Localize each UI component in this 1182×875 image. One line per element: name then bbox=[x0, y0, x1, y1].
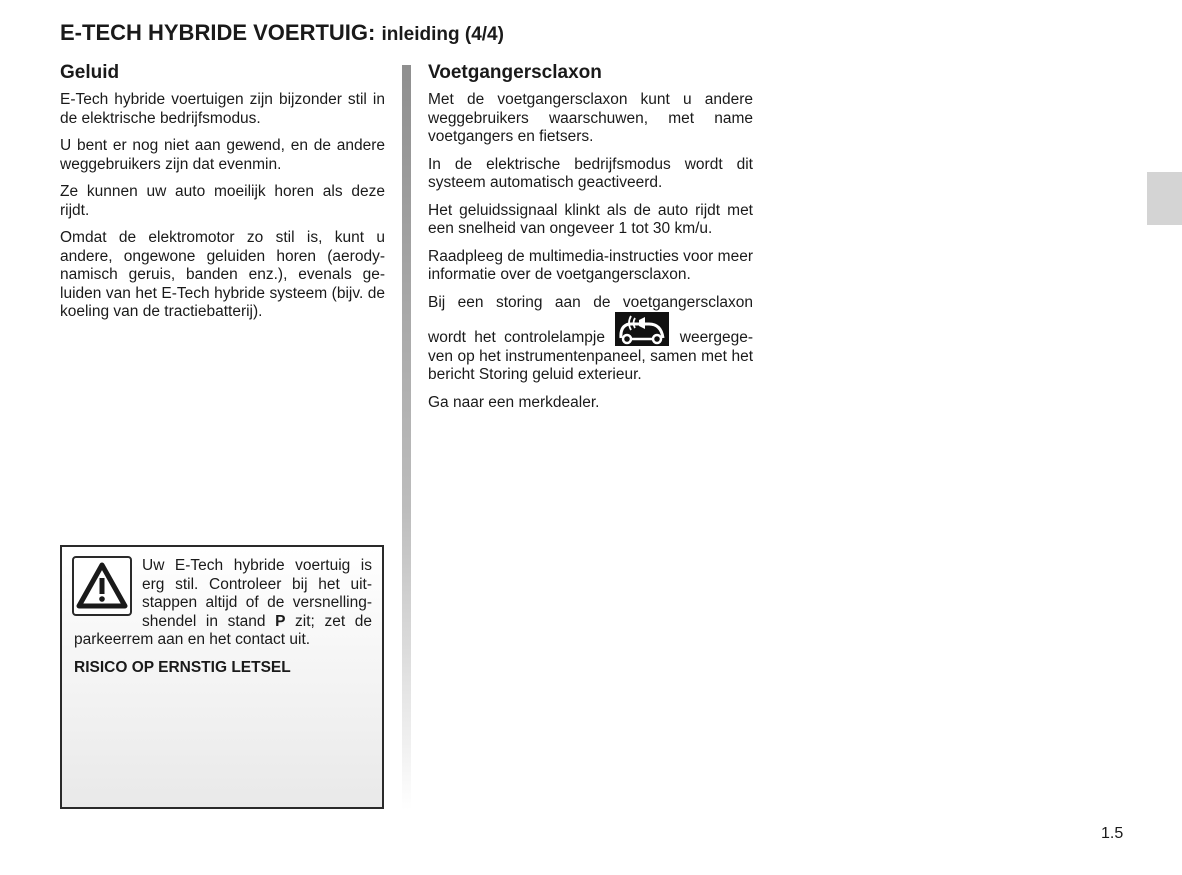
paragraph: E-Tech hybride voertuigen zijn bijzonder stil in de elektrische bedrijfsmodus. bbox=[60, 91, 385, 127]
pedestrian-horn-warning-icon bbox=[615, 312, 669, 346]
text: Bij een storing aan de voetgangersclaxon wordt het controlelampje bbox=[428, 293, 753, 346]
warning-text-part: Uw E-Tech hybride voertuig is erg stil. Controleer bij het uitstappen altijd of de versnellingshendel in stand bbox=[142, 557, 372, 630]
paragraph: Ga naar een merkdealer. bbox=[428, 393, 600, 411]
paragraph: In de elektrische bedrijfsmodus wordt dit systeem automatisch geactiveerd. bbox=[428, 155, 753, 191]
section-heading: Voetgangersclaxon bbox=[428, 62, 602, 83]
text: weergegeven op het instrumentenpaneel, samen met het bericht Storing geluid exterieur. bbox=[428, 329, 753, 383]
paragraph bbox=[428, 294, 753, 385]
paragraph: Omdat de elektromotor zo stil is, kunt u andere, ongewone geluiden horen (aerodynamisch geruis, banden enz.), evenals geluiden van het E-Tech hybride systeem (bijv. de koeling van de tractiebatterij). bbox=[60, 229, 385, 320]
title-sub: inleiding (4/4) bbox=[381, 24, 504, 45]
warning-box bbox=[60, 545, 384, 809]
warning-risk: RISICO OP ERNSTIG LETSEL bbox=[74, 659, 291, 676]
paragraph: Het geluidssignaal klinkt als de auto rijdt met een snelheid van ongeveer 1 tot 30 km/u. bbox=[428, 201, 753, 237]
paragraph: U bent er nog niet aan gewend, en de andere weggebruikers zijn dat evenmin. bbox=[60, 137, 385, 173]
warning-text bbox=[74, 557, 372, 650]
page-title bbox=[60, 20, 504, 46]
paragraph: Raadpleeg de multimedia-instructies voor meer informatie over de voetgangersclaxon. bbox=[428, 247, 753, 283]
paragraph: Met de voetgangersclaxon kunt u andere weggebruikers waarschuwen, met name voetgangers en fietsers. bbox=[428, 91, 753, 145]
chapter-tab bbox=[1147, 172, 1182, 225]
paragraph: Ze kunnen uw auto moeilijk horen als deze rijdt. bbox=[60, 183, 385, 219]
gear-position: P bbox=[275, 612, 286, 630]
section-heading: Geluid bbox=[60, 62, 120, 83]
column-divider bbox=[402, 65, 411, 810]
warning-text-part: zit; zet de parkeerrem aan en het contact uit. bbox=[74, 612, 372, 648]
section-voetgangersclaxon bbox=[428, 62, 753, 421]
page-number: 1.5 bbox=[1101, 825, 1124, 842]
title-main: E-TECH HYBRIDE VOERTUIG: bbox=[60, 20, 376, 45]
section-geluid bbox=[60, 62, 385, 331]
